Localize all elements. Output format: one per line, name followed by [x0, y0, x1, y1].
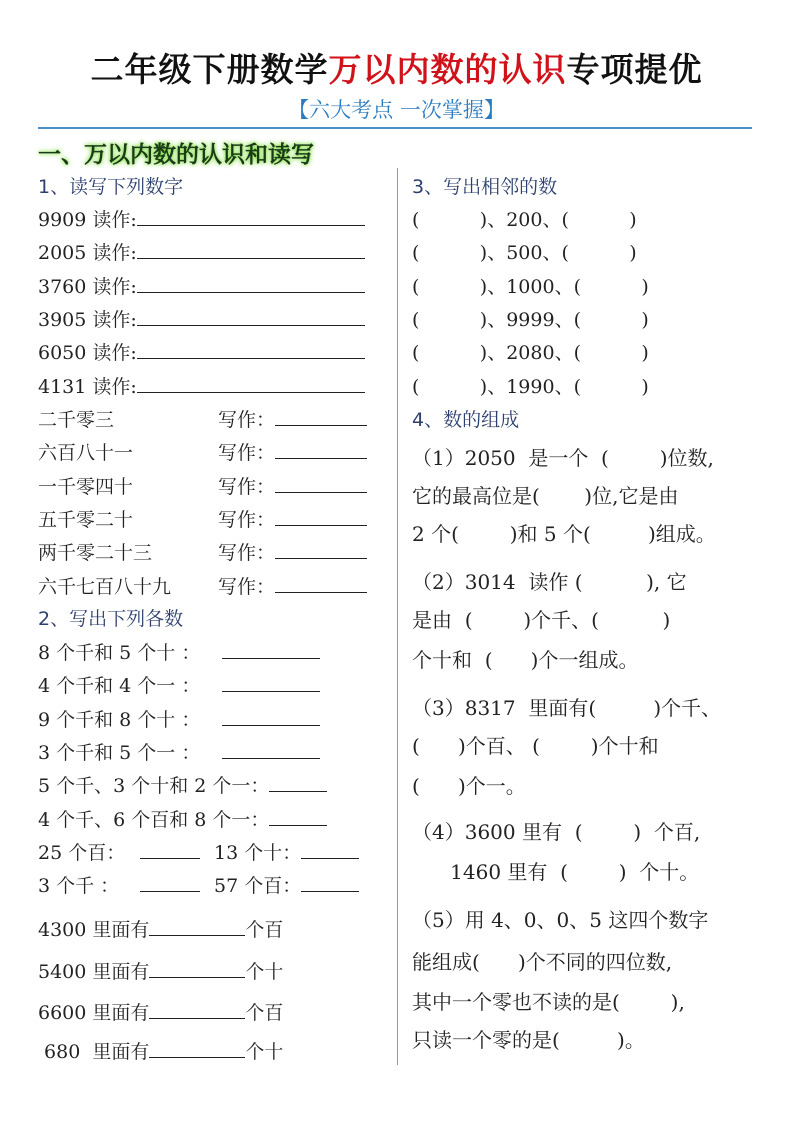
composition-text: （4）3600 里有 ( ) 个百, [412, 820, 701, 844]
number-words: 二千零三 [38, 409, 115, 431]
composition-text: 个十和 ( )个一组成。 [412, 648, 639, 672]
write-label: 写作： [218, 442, 276, 465]
answer-blank[interactable] [137, 307, 365, 326]
write-item [38, 474, 367, 500]
question-heading [412, 407, 519, 433]
answer-blank[interactable] [269, 807, 327, 826]
answer-blank[interactable] [137, 340, 365, 359]
write-label: 写作： [218, 508, 276, 531]
compose-item [38, 640, 320, 666]
answer-blank[interactable] [137, 207, 365, 226]
number-words: 五千零二十 [38, 508, 134, 531]
title-suffix: 专项提优 [566, 50, 703, 89]
composition-line [412, 445, 714, 471]
compose-text: 3 个千和 5 个一 ： [38, 741, 201, 764]
pair-item [38, 873, 359, 899]
title-prefix: 二年级下册数学 [90, 50, 329, 89]
answer-blank[interactable] [149, 1039, 245, 1058]
answer-blank[interactable] [269, 773, 327, 792]
composition-line [412, 859, 699, 885]
write-item [38, 574, 367, 600]
neighbor-item [412, 274, 649, 300]
write-item [38, 407, 367, 433]
composition-text: 它的最高位是( )位,它是由 [412, 484, 679, 508]
contain-post: 个百 [245, 919, 284, 941]
composition-text: 是由 ( )个千、( ) [412, 608, 671, 632]
read-item [38, 240, 365, 266]
neighbor-text: ( )、2080、( ) [412, 342, 649, 365]
neighbor-item [412, 374, 649, 400]
composition-line [412, 733, 659, 759]
read-number: 3905 读作: [38, 308, 137, 331]
composition-text: 2 个( )和 5 个( )组成。 [412, 522, 716, 546]
compose-text: 5 个千、3 个十和 2 个一： [38, 775, 270, 798]
answer-blank[interactable] [222, 740, 320, 759]
header-divider [38, 127, 752, 129]
neighbor-text: ( )、9999、( ) [412, 308, 649, 331]
answer-blank[interactable] [140, 840, 200, 859]
answer-blank[interactable] [149, 917, 245, 936]
composition-line [412, 989, 685, 1015]
composition-line [412, 773, 526, 799]
pair-b: 57 个百： [214, 875, 302, 898]
answer-blank[interactable] [275, 540, 367, 559]
composition-text: 其中一个零也不读的是( ), [412, 990, 685, 1014]
composition-text: （5）用 4、0、0、5 这四个数字 [412, 908, 709, 932]
read-item [38, 274, 365, 300]
contain-post: 个百 [245, 1002, 284, 1024]
write-item [38, 540, 367, 566]
compose-item [38, 807, 327, 833]
compose-text: 9 个千和 8 个十 ： [38, 708, 201, 731]
title-highlight: 万以内数的认识 [328, 50, 567, 89]
question-heading [38, 606, 183, 632]
write-label: 写作： [218, 475, 276, 498]
composition-line [412, 607, 670, 633]
contain-pre: 4300 里面有 [38, 919, 150, 941]
answer-blank[interactable] [222, 673, 320, 692]
write-item [38, 507, 367, 533]
neighbor-text: ( )、200、( ) [412, 209, 637, 231]
composition-line [412, 819, 700, 845]
pair-a: 3 个千 ： [38, 875, 120, 898]
answer-blank[interactable] [137, 274, 365, 293]
neighbor-item [412, 240, 637, 266]
page-subtitle: 【六大考点 一次掌握】 [288, 98, 505, 122]
compose-text: 4 个千和 4 个一 ： [38, 675, 201, 698]
composition-text: （2）3014 读作 ( ), 它 [412, 570, 687, 594]
contain-item [38, 1039, 283, 1065]
answer-blank[interactable] [140, 873, 200, 892]
composition-line [412, 695, 721, 721]
composition-text: ( )个一。 [412, 774, 526, 798]
composition-text: （1）2050 是一个 ( )位数, [412, 446, 714, 470]
neighbor-text: ( )、1000、( ) [412, 275, 649, 298]
read-item [38, 340, 365, 366]
composition-line [412, 647, 638, 673]
read-number: 3760 读作: [38, 275, 137, 298]
contain-item [38, 1000, 283, 1026]
answer-blank[interactable] [137, 240, 365, 259]
compose-item [38, 707, 320, 733]
answer-blank[interactable] [222, 640, 320, 659]
answer-blank[interactable] [275, 407, 367, 426]
composition-line [412, 569, 687, 595]
composition-line [412, 1027, 645, 1053]
pair-item [38, 840, 359, 866]
answer-blank[interactable] [222, 707, 320, 726]
composition-line [412, 907, 708, 933]
compose-text: 8 个千和 5 个十 ： [38, 642, 201, 664]
answer-blank[interactable] [275, 507, 367, 526]
contain-pre: 5400 里面有 [38, 961, 150, 983]
page-title [0, 44, 793, 91]
neighbor-item [412, 340, 649, 366]
contain-post: 个十 [245, 1041, 284, 1063]
column-divider [397, 168, 398, 1065]
answer-blank[interactable] [149, 1000, 245, 1019]
compose-item [38, 673, 320, 699]
answer-blank[interactable] [149, 959, 245, 978]
number-words: 六千七百八十九 [38, 575, 172, 598]
compose-item [38, 740, 320, 766]
answer-blank[interactable] [301, 873, 359, 892]
section-title: 一、万以内数的认识和读写 [38, 142, 314, 168]
answer-blank[interactable] [137, 374, 365, 393]
read-number: 6050 读作: [38, 342, 137, 365]
q4-heading: 4、数的组成 [412, 409, 520, 431]
number-words: 两千零二十三 [38, 542, 153, 565]
pair-b: 13 个十： [214, 842, 302, 864]
composition-text: 1460 里有 ( ) 个十。 [412, 860, 700, 884]
compose-item [38, 773, 327, 799]
question-heading [38, 174, 183, 200]
number-words: 一千零四十 [38, 475, 134, 498]
composition-text: （3）8317 里面有( )个千、 [412, 696, 722, 720]
answer-blank[interactable] [275, 574, 367, 593]
contain-pre: 6600 里面有 [38, 1002, 150, 1024]
read-item [38, 374, 365, 400]
neighbor-item [412, 307, 649, 333]
contain-post: 个十 [245, 961, 284, 983]
contain-pre: 680 里面有 [38, 1041, 150, 1063]
write-label: 写作： [218, 409, 276, 431]
read-item [38, 307, 365, 333]
number-words: 六百八十一 [38, 442, 134, 465]
composition-line [412, 483, 678, 509]
pair-a: 25 个百： [38, 842, 126, 864]
contain-item [38, 917, 283, 943]
answer-blank[interactable] [275, 440, 367, 459]
composition-text: 能组成( )个不同的四位数, [412, 950, 673, 974]
q2-heading: 2、写出下列各数 [38, 608, 184, 630]
question-heading [412, 174, 557, 200]
compose-text: 4 个千、6 个百和 8 个一： [38, 808, 270, 831]
answer-blank[interactable] [301, 840, 359, 859]
composition-text: ( )个百、 ( )个十和 [412, 734, 659, 758]
read-number: 9909 读作: [38, 209, 137, 231]
contain-item [38, 959, 283, 985]
neighbor-text: ( )、500、( ) [412, 242, 637, 265]
q1-heading: 1、读写下列数字 [38, 176, 184, 198]
write-label: 写作： [218, 575, 276, 598]
composition-line [412, 949, 672, 975]
write-label: 写作： [218, 542, 276, 565]
composition-text: 只读一个零的是( )。 [412, 1028, 645, 1052]
read-item [38, 207, 365, 233]
neighbor-item [412, 207, 637, 233]
composition-line [412, 521, 716, 547]
neighbor-text: ( )、1990、( ) [412, 375, 649, 398]
read-number: 2005 读作: [38, 242, 137, 265]
answer-blank[interactable] [275, 474, 367, 493]
q3-heading: 3、写出相邻的数 [412, 176, 558, 198]
write-item [38, 440, 367, 466]
read-number: 4131 读作: [38, 375, 137, 398]
